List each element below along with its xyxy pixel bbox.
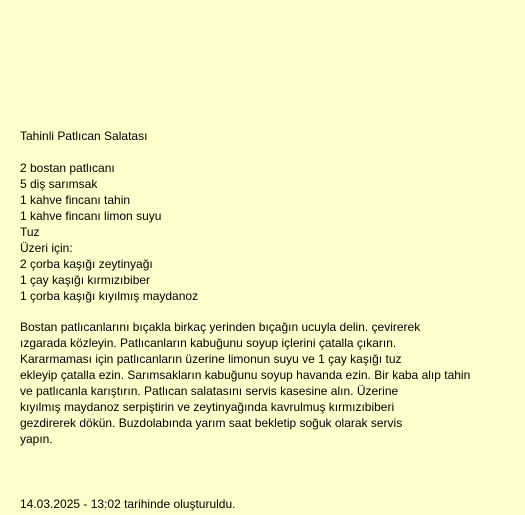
ingredient-item: 1 kahve fincanı limon suyu [20, 209, 162, 223]
instruction-line: ızgarada közleyin. Patlıcanların kabuğunu soyup içlerini çatalla çıkarın. [20, 336, 397, 350]
instruction-line: gezdirerek dökün. Buzdolabında yarım saat bekletip soğuk olarak servis [20, 416, 403, 430]
ingredient-item: 1 kahve fincanı tahin [20, 193, 131, 207]
ingredient-item: Tuz [20, 225, 40, 239]
ingredient-subheading: Üzeri için: [20, 241, 73, 255]
instruction-line: yapın. [20, 432, 53, 446]
ingredient-item: 2 çorba kaşığı zeytinyağı [20, 257, 153, 271]
recipe-title: Tahinli Patlıcan Salatası [20, 129, 148, 143]
recipe-instructions [20, 319, 482, 447]
ingredient-item: 1 çorba kaşığı kıyılmış maydanoz [20, 289, 199, 303]
instruction-line: kıyılmış maydanoz serpiştirin ve zeytinyağında kavrulmuş kırmızıbiberi [20, 400, 395, 414]
generated-timestamp: 14.03.2025 - 13:02 tarihinde oluşturuldu. [20, 497, 236, 511]
instruction-line: ekleyip çatalla ezin. Sarımsakların kabuğunu soyup havanda ezin. Bir kaba alıp tahin [20, 368, 471, 382]
ingredient-item: 5 diş sarımsak [20, 177, 98, 191]
instruction-line: Bostan patlıcanlarını bıçakla birkaç yerinden bıçağın ucuyla delin. çevirerek [20, 320, 421, 334]
instruction-line: Kararmaması için patlıcanların üzerine limonun suyu ve 1 çay kaşığı tuz [20, 352, 402, 366]
ingredient-item: 1 çay kaşığı kırmızıbiber [20, 273, 151, 287]
ingredient-list [20, 160, 198, 304]
instruction-line: ve patlıcanla karıştırın. Patlıcan salatasını servis kasesine alın. Üzerine [20, 384, 399, 398]
ingredient-item: 2 bostan patlıcanı [20, 161, 115, 175]
